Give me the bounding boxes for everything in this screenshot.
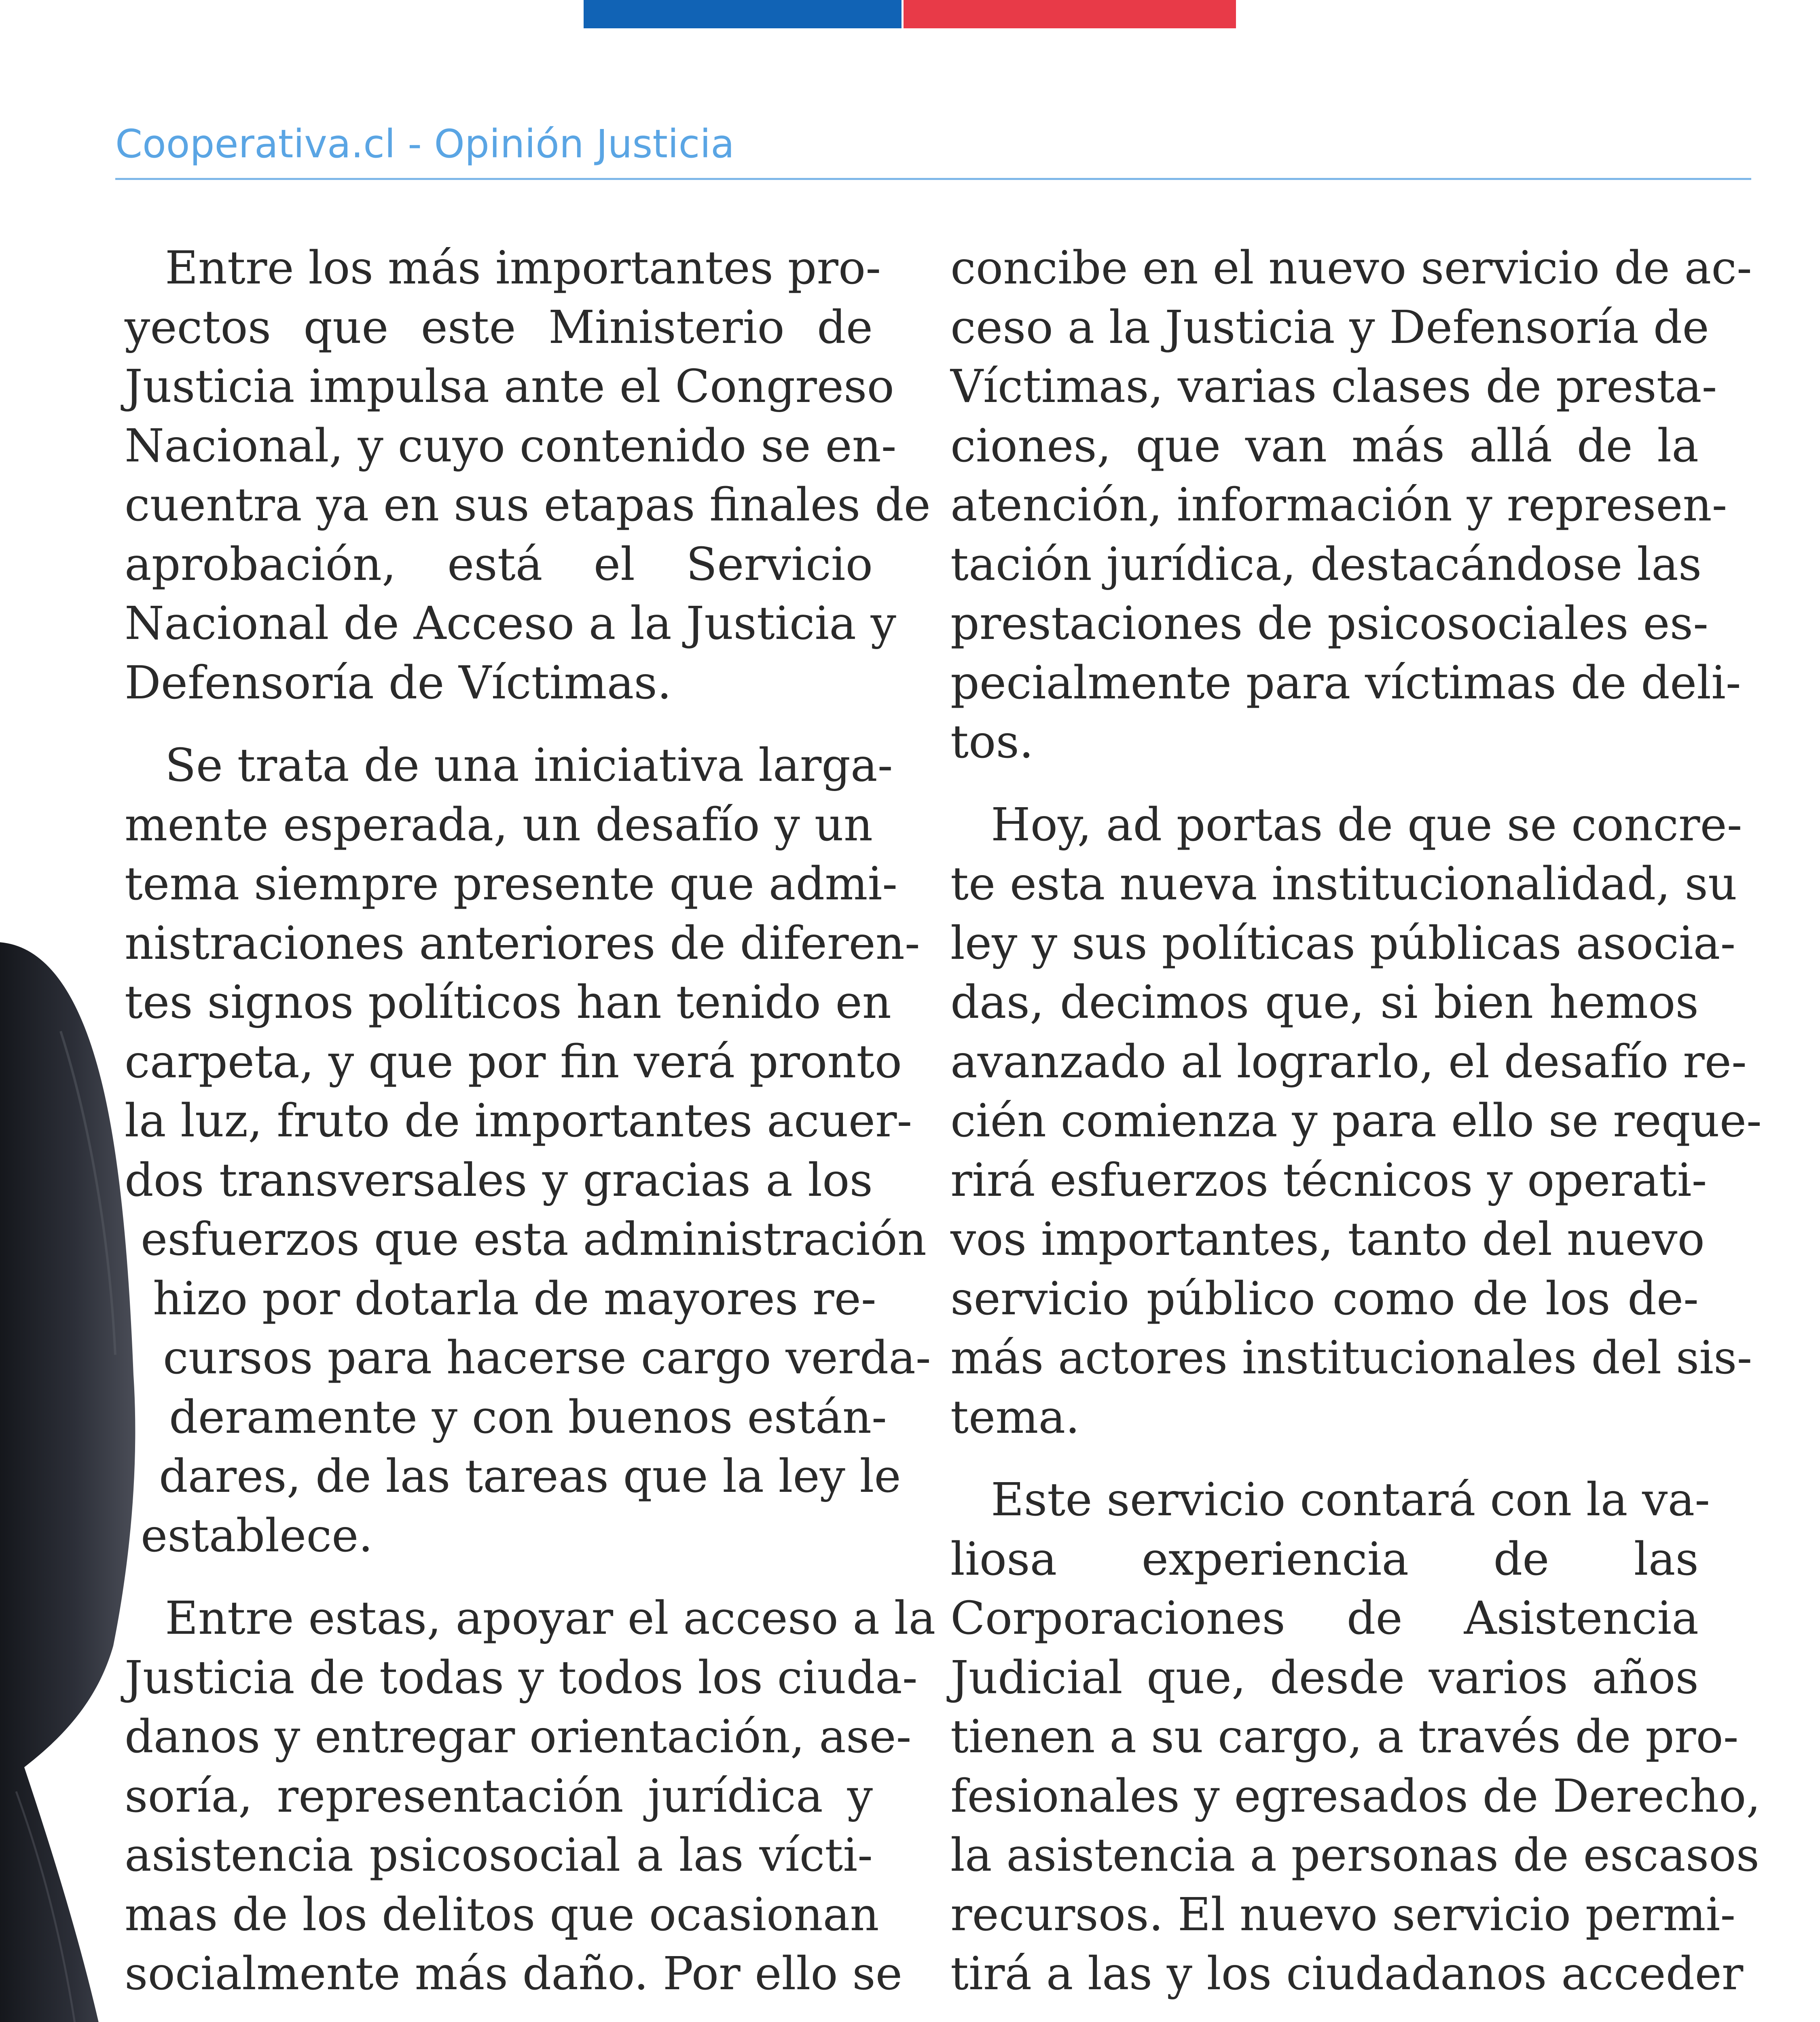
text-line: Corporaciones de Asistencia (950, 1592, 1699, 1645)
text-line: Hoy, ad portas de que se concre- (991, 798, 1742, 851)
text-line: aprobación, está el Servicio (125, 538, 873, 591)
text-line: soría, representación jurídica y (125, 1770, 873, 1823)
top-bar-blue (584, 0, 902, 28)
text-line: vos importantes, tanto del nuevo (950, 1213, 1705, 1266)
text-line: ley y sus políticas públicas asocia- (950, 917, 1736, 970)
text-line: tema. (950, 1391, 1080, 1444)
text-line: tos. (950, 716, 1034, 768)
article-left-column (125, 239, 936, 2022)
text-line: fesionales y egresados de Derecho, (950, 1770, 1761, 1823)
top-bar-red (904, 0, 1236, 28)
page-header-label: Cooperativa.cl - Opinión Justicia (115, 121, 734, 167)
paragraph (125, 736, 931, 1565)
paragraph (950, 795, 1762, 1447)
text-line: rirá esfuerzos técnicos y operati- (950, 1154, 1707, 1207)
text-line: carpeta, y que por fin verá pronto (125, 1035, 902, 1088)
paragraph (125, 1589, 936, 2004)
text-line: deramente y con buenos están- (169, 1391, 887, 1444)
text-line: tema siempre presente que admi- (125, 858, 898, 910)
text-line: tirá a las y los ciudadanos acceder (950, 1948, 1744, 2000)
text-line: Justicia impulsa ante el Congreso (125, 360, 894, 413)
text-line: tienen a su cargo, a través de pro- (950, 1711, 1739, 1763)
text-line: dos transversales y gracias a los (125, 1154, 873, 1207)
text-line: establece. (141, 1509, 373, 1562)
article-right-column (950, 239, 1762, 2022)
text-line: pecialmente para víctimas de deli- (950, 656, 1741, 709)
text-line: Se trata de una iniciativa larga- (165, 739, 893, 792)
text-line: cién comienza y para ello se reque- (950, 1095, 1762, 1147)
text-line: yectos que este Ministerio de (125, 301, 873, 354)
text-line: nistraciones anteriores de diferen- (125, 917, 920, 970)
text-line: Entre los más importantes pro- (165, 242, 881, 294)
text-line: concibe en el nuevo servicio de ac- (950, 242, 1752, 294)
text-line: más actores institucionales del sis- (950, 1332, 1752, 1384)
text-line: tación jurídica, destacándose las (950, 538, 1702, 591)
text-line: avanzado al lograrlo, el desafío re- (950, 1035, 1747, 1088)
text-line: mas de los delitos que ocasionan (125, 1888, 879, 1941)
text-line: Nacional, y cuyo contenido se en- (125, 419, 897, 472)
text-line: prestaciones de psicosociales es- (950, 597, 1708, 650)
text-line: socialmente más daño. Por ello se (125, 1948, 902, 2000)
text-line: cursos para hacerse cargo verda- (163, 1332, 931, 1384)
text-line: liosa experiencia de las (950, 1533, 1699, 1586)
text-line: esfuerzos que esta administración (141, 1213, 927, 1266)
text-line: la asistencia a personas de escasos (950, 1829, 1760, 1882)
paragraph (950, 239, 1752, 772)
text-line: cuentra ya en sus etapas finales de (125, 479, 931, 531)
text-line: Nacional de Acceso a la Justicia y (125, 597, 896, 650)
text-line: das, decimos que, si bien hemos (950, 976, 1699, 1029)
text-line: servicio público como de los de- (950, 1272, 1699, 1325)
text-line: asistencia psicosocial a las vícti- (125, 1829, 873, 1882)
text-line: Judicial que, desde varios años (950, 1651, 1699, 1704)
text-line: Justicia de todas y todos los ciuda- (125, 1651, 918, 1704)
text-line: atención, información y represen- (950, 479, 1727, 531)
text-line: danos y entregar orientación, ase- (125, 1711, 912, 1763)
text-line: la luz, fruto de importantes acuer- (125, 1095, 912, 1147)
text-line: Este servicio contará con la va- (991, 1474, 1710, 1526)
text-line: tes signos políticos han tenido en (125, 976, 891, 1029)
text-line: ciones, que van más allá de la (950, 419, 1699, 472)
text-line: hizo por dotarla de mayores re- (153, 1272, 876, 1325)
text-line: mente esperada, un desafío y un (125, 798, 873, 851)
text-line: ceso a la Justicia y Defensoría de (950, 301, 1709, 354)
text-line: Víctimas, varias clases de presta- (950, 360, 1717, 413)
header-divider (115, 178, 1751, 180)
text-line: Entre estas, apoyar el acceso a la (165, 1592, 936, 1645)
paragraph (950, 1470, 1761, 2004)
text-line: te esta nueva institucionalidad, su (950, 858, 1737, 910)
text-line: Defensoría de Víctimas. (125, 656, 672, 709)
portrait-photo-edge (0, 910, 146, 2022)
text-line: dares, de las tareas que la ley le (159, 1450, 901, 1503)
text-line: recursos. El nuevo servicio permi- (950, 1888, 1736, 1941)
paragraph (125, 239, 931, 713)
